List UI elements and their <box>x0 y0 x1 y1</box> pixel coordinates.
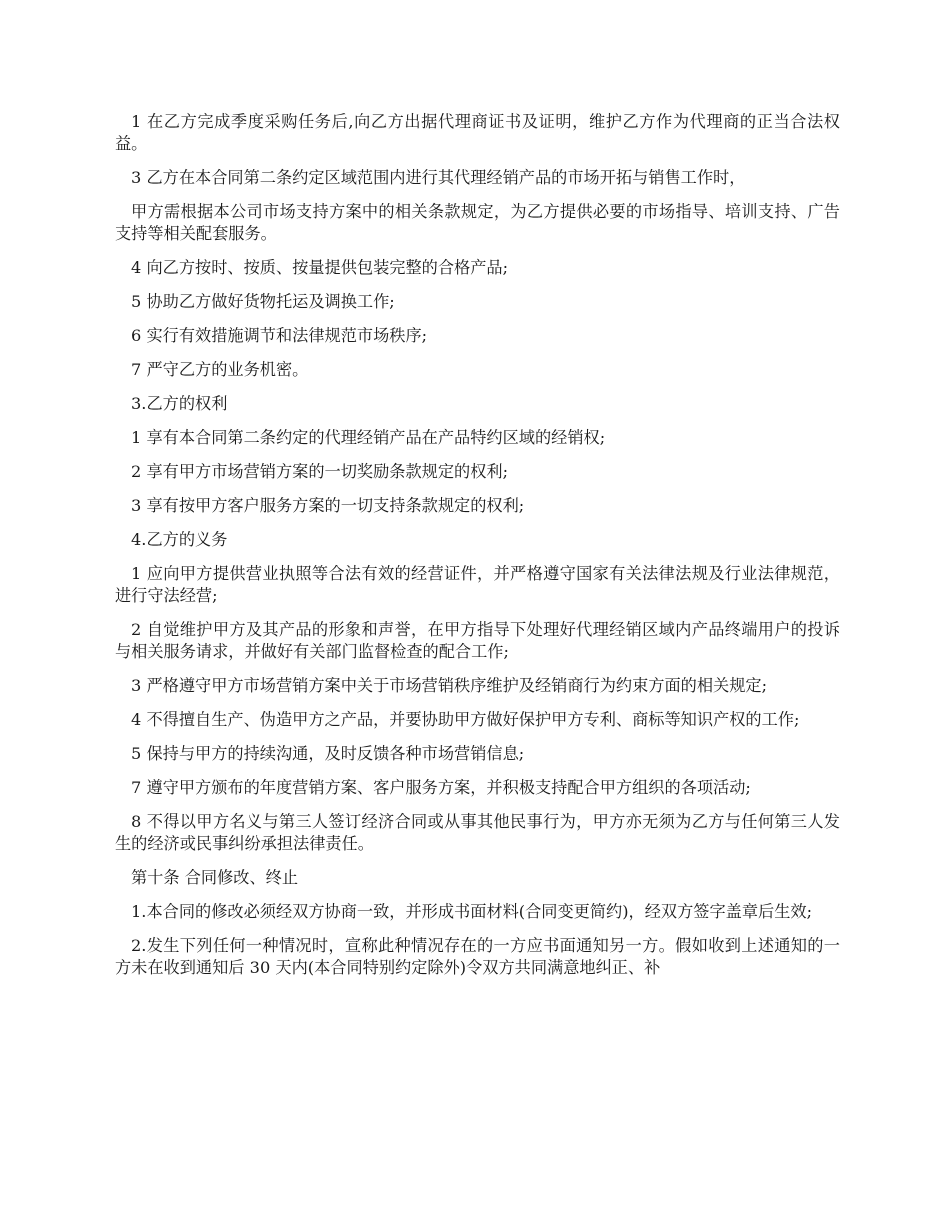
paragraph: 2.发生下列任何一种情况时，宣称此种情况存在的一方应书面通知另一方。假如收到上述通知的一方未在收到通知后 30 天内(本合同特别约定除外)令双方共同满意地纠正、补 <box>115 936 840 977</box>
paragraph: 4 向乙方按时、按质、按量提供包装完整的合格产品; <box>131 258 509 277</box>
paragraph: 2 自觉维护甲方及其产品的形象和声誉，在甲方指导下处理好代理经销区域内产品终端用户的投诉与相关服务请求，并做好有关部门监督检查的配合工作; <box>115 620 840 661</box>
paragraph: 6 实行有效措施调节和法律规范市场秩序; <box>131 326 428 345</box>
paragraph: 1 在乙方完成季度采购任务后,向乙方出据代理商证书及证明，维护乙方作为代理商的正当合法权益。 <box>115 112 840 153</box>
paragraph: 8 不得以甲方名义与第三人签订经济合同或从事其他民事行为，甲方亦无须为乙方与任何第三人发生的经济或民事纠纷承担法律责任。 <box>115 812 840 853</box>
section-heading: 3.乙方的权利 <box>131 394 228 413</box>
document-body <box>115 111 840 991</box>
paragraph: 2 享有甲方市场营销方案的一切奖励条款规定的权利; <box>131 462 509 481</box>
article-heading: 第十条 合同修改、终止 <box>131 868 299 887</box>
paragraph: 7 遵守甲方颁布的年度营销方案、客户服务方案，并积极支持配合甲方组织的各项活动; <box>131 778 751 797</box>
paragraph: 甲方需根据本公司市场支持方案中的相关条款规定，为乙方提供必要的市场指导、培训支持、广告支持等相关配套服务。 <box>115 202 840 243</box>
paragraph: 3 享有按甲方客户服务方案的一切支持条款规定的权利; <box>131 496 525 515</box>
paragraph: 1 应向甲方提供营业执照等合法有效的经营证件，并严格遵守国家有关法律法规及行业法律规范，进行守法经营; <box>115 564 840 605</box>
paragraph: 4 不得擅自生产、伪造甲方之产品，并要协助甲方做好保护甲方专利、商标等知识产权的工作; <box>131 710 800 729</box>
paragraph: 3 严格遵守甲方市场营销方案中关于市场营销秩序维护及经销商行为约束方面的相关规定; <box>131 676 768 695</box>
paragraph: 1.本合同的修改必须经双方协商一致，并形成书面材料(合同变更简约)，经双方签字盖章后生效; <box>131 902 813 921</box>
section-heading: 4.乙方的义务 <box>131 530 228 549</box>
paragraph: 5 保持与甲方的持续沟通，及时反馈各种市场营销信息; <box>131 744 525 763</box>
paragraph: 7 严守乙方的业务机密。 <box>131 360 309 379</box>
paragraph: 5 协助乙方做好货物托运及调换工作; <box>131 292 395 311</box>
paragraph: 3 乙方在本合同第二条约定区域范围内进行其代理经销产品的市场开拓与销售工作时， <box>131 168 746 187</box>
paragraph: 1 享有本合同第二条约定的代理经销产品在产品特约区域的经销权; <box>131 428 606 447</box>
